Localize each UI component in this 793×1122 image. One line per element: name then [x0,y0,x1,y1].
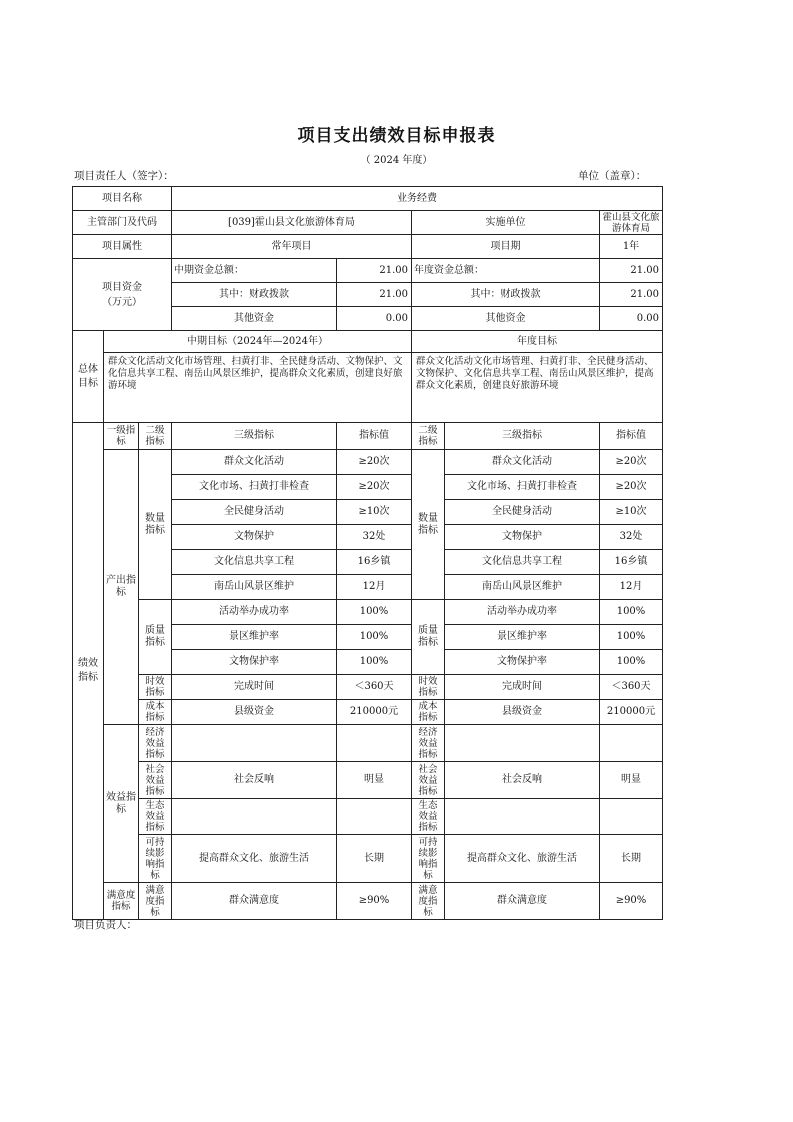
indicator-value: 100% [600,625,663,650]
annual-fiscal-label: 其中：财政拨款 [412,283,600,307]
indicator-name: 社会反响 [172,762,337,799]
project-attr-value: 常年项目 [172,235,412,259]
indicator-name: 完成时间 [172,675,337,700]
indicator-name: 南岳山风景区维护 [172,575,337,600]
indicator-name: 文物保护率 [172,650,337,675]
indicator-value: ≥20次 [337,475,412,500]
indicator-value: ≥20次 [600,475,663,500]
page-title: 项目支出绩效目标申报表 [297,126,496,146]
output-indicator-label: 产出指标 [104,450,139,725]
indicator-name: 提高群众文化、旅游生活 [445,835,600,883]
quantity-indicator-label: 数量指标 [139,450,172,600]
project-period-label: 项目期 [412,235,600,259]
quality-indicator-label-annual: 质量指标 [412,600,445,675]
project-name-label: 项目名称 [73,187,172,211]
time-indicator-label-annual: 时效指标 [412,675,445,700]
col-value-header: 指标值 [337,423,412,450]
indicator-value: ≥10次 [600,500,663,525]
funds-label: 项目资金 （万元） [73,259,172,331]
economic-indicator-label-annual: 经济效益指标 [412,725,445,762]
indicator-value: 100% [337,625,412,650]
indicator-name: 活动举办成功率 [445,600,600,625]
col-level1-header: 一级指标 [104,423,139,450]
indicator-value: 长期 [337,835,412,883]
indicator-value [600,799,663,835]
dept-label: 主管部门及代码 [73,211,172,235]
project-attr-label: 项目属性 [73,235,172,259]
indicator-value: ≥20次 [337,450,412,475]
mid-goal-text: 群众文化活动文化市场管理、扫黄打非、全民健身活动、文物保护、文化信息共享工程、南岳山风景区维护，提高群众文化素质，创建良好旅游环境 [104,353,412,423]
indicator-name: 县级资金 [172,700,337,725]
indicator-name: 南岳山风景区维护 [445,575,600,600]
indicator-name: 全民健身活动 [445,500,600,525]
indicator-value: ≥10次 [337,500,412,525]
project-period-value: 1年 [600,235,663,259]
col-level3-header: 三级指标 [172,423,337,450]
annual-fiscal-value: 21.00 [600,283,663,307]
indicator-name: 完成时间 [445,675,600,700]
indicator-value: 明显 [600,762,663,799]
col-level3-header-annual: 三级指标 [445,423,600,450]
year-line: （ 2024 年度） [360,155,433,166]
indicator-value: 16乡镇 [600,550,663,575]
indicator-value: 210000元 [337,700,412,725]
indicator-name: 群众满意度 [172,883,337,920]
benefit-indicator-label: 效益指标 [104,725,139,883]
col-level2-header: 二级指标 [139,423,172,450]
mid-goal-header: 中期目标（2024年—2024年） [104,331,412,353]
indicator-name: 文物保护 [445,525,600,550]
col-level2-header-annual: 二级指标 [412,423,445,450]
mid-total-label: 中期资金总额： [172,259,337,283]
dept-value: [039]霍山县文化旅游体育局 [172,211,412,235]
cost-indicator-label-annual: 成本指标 [412,700,445,725]
col-value-header-annual: 指标值 [600,423,663,450]
indicator-name: 文化信息共享工程 [445,550,600,575]
sustain-indicator-label-annual: 可持续影响指标 [412,835,445,883]
performance-indicator-label: 绩效指标 [73,423,104,920]
indicator-value: 100% [600,600,663,625]
indicator-name: 文化市场、扫黄打非检查 [445,475,600,500]
mid-other-value: 0.00 [337,307,412,331]
mid-fiscal-label: 其中：财政拨款 [172,283,337,307]
overall-goal-label: 总体目标 [73,331,104,423]
indicator-value: ＜360天 [337,675,412,700]
indicator-name [445,725,600,762]
indicator-value: 长期 [600,835,663,883]
performance-target-table [72,186,663,920]
indicator-value [337,799,412,835]
satisfaction-l1-label: 满意度指标 [104,883,139,920]
annual-total-value: 21.00 [600,259,663,283]
indicator-name: 文化信息共享工程 [172,550,337,575]
indicator-value: 210000元 [600,700,663,725]
indicator-value: 100% [337,600,412,625]
indicator-value: 12月 [337,575,412,600]
indicator-value: 32处 [337,525,412,550]
indicator-value: 100% [600,650,663,675]
annual-other-value: 0.00 [600,307,663,331]
indicator-value: 明显 [337,762,412,799]
annual-total-label: 年度资金总额： [412,259,600,283]
mid-total-value: 21.00 [337,259,412,283]
indicator-name: 县级资金 [445,700,600,725]
indicator-value [337,725,412,762]
indicator-name [172,725,337,762]
project-leader-label: 项目负责人： [74,919,137,931]
indicator-name: 文物保护率 [445,650,600,675]
indicator-name [445,799,600,835]
satisfaction-l2-label: 满意度指标 [139,883,172,920]
project-name-value: 业务经费 [172,187,663,211]
indicator-name: 文物保护 [172,525,337,550]
indicator-value: 12月 [600,575,663,600]
indicator-value: 100% [337,650,412,675]
indicator-name: 群众文化活动 [172,450,337,475]
eco-indicator-label-annual: 生态效益指标 [412,799,445,835]
indicator-value: 16乡镇 [337,550,412,575]
sustain-indicator-label: 可持续影响指标 [139,835,172,883]
quality-indicator-label: 质量指标 [139,600,172,675]
mid-other-label: 其他资金 [172,307,337,331]
indicator-name: 活动举办成功率 [172,600,337,625]
responsible-signature-label: 项目责任人（签字）： [74,170,174,182]
indicator-value: ≥90% [337,883,412,920]
eco-indicator-label: 生态效益指标 [139,799,172,835]
indicator-value: ≥90% [600,883,663,920]
indicator-name: 景区维护率 [445,625,600,650]
indicator-name: 群众满意度 [445,883,600,920]
indicator-value: ≥20次 [600,450,663,475]
time-indicator-label: 时效指标 [139,675,172,700]
annual-goal-header: 年度目标 [412,331,663,353]
annual-goal-text: 群众文化活动文化市场管理、扫黄打非、全民健身活动、文物保护、文化信息共享工程、南岳山风景区维护，提高群众文化素质，创建良好旅游环境 [412,353,663,423]
social-indicator-label-annual: 社会效益指标 [412,762,445,799]
indicator-name: 全民健身活动 [172,500,337,525]
cost-indicator-label: 成本指标 [139,700,172,725]
indicator-name: 群众文化活动 [445,450,600,475]
impl-unit-value: 霍山县文化旅游体育局 [600,211,663,235]
economic-indicator-label: 经济效益指标 [139,725,172,762]
indicator-name: 提高群众文化、旅游生活 [172,835,337,883]
indicator-name: 社会反响 [445,762,600,799]
indicator-value: ＜360天 [600,675,663,700]
indicator-value [600,725,663,762]
indicator-name: 文化市场、扫黄打非检查 [172,475,337,500]
satisfaction-l2-label-annual: 满意度指标 [412,883,445,920]
indicator-value: 32处 [600,525,663,550]
mid-fiscal-value: 21.00 [337,283,412,307]
unit-seal-label: 单位（盖章）： [578,170,647,182]
quantity-indicator-label-annual: 数量指标 [412,450,445,600]
annual-other-label: 其他资金 [412,307,600,331]
indicator-name [172,799,337,835]
social-indicator-label: 社会效益指标 [139,762,172,799]
impl-unit-label: 实施单位 [412,211,600,235]
indicator-name: 景区维护率 [172,625,337,650]
